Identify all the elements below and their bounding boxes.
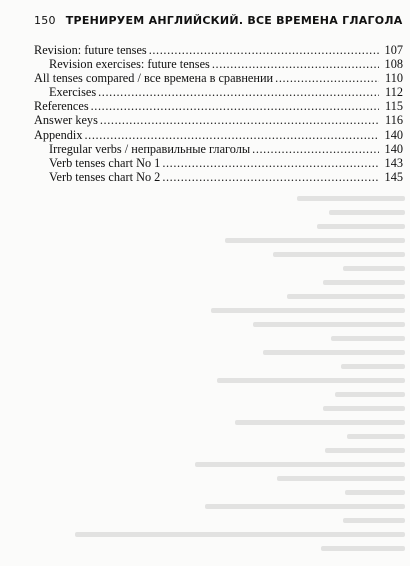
toc-dot-leader	[252, 142, 379, 154]
page-header	[34, 14, 403, 34]
show-through-line	[10, 232, 405, 246]
running-title: ТРЕНИРУЕМ АНГЛИЙСКИЙ. ВСЕ ВРЕМЕНА ГЛАГОЛА	[65, 14, 403, 27]
toc-entry	[34, 170, 403, 184]
toc-entry-title: Revision exercises: future tenses	[49, 57, 210, 72]
toc-entry-title: Revision: future tenses	[34, 43, 147, 57]
show-through-line	[10, 260, 405, 274]
show-through-line	[10, 400, 405, 414]
toc-dot-leader	[100, 113, 379, 125]
show-through-line	[10, 344, 405, 358]
toc-entry	[34, 85, 403, 99]
toc-entry-title: Appendix	[34, 127, 83, 142]
show-through-line	[10, 204, 405, 218]
toc-dot-leader	[149, 43, 379, 55]
show-through-line	[10, 302, 405, 316]
toc-entry	[34, 57, 403, 71]
toc-entry-title: Verb tenses chart No 1	[49, 155, 161, 170]
toc-dot-leader	[85, 128, 380, 140]
toc-dot-leader	[162, 156, 379, 168]
toc-entry-page: 140	[384, 127, 403, 142]
show-through-line	[10, 526, 405, 540]
toc-entry-title: Answer keys	[34, 113, 98, 128]
show-through-line	[10, 288, 405, 302]
toc-entry-title: Exercises	[49, 85, 97, 100]
toc-entry-page: 145	[384, 169, 403, 184]
show-through-line	[10, 456, 405, 470]
show-through-line	[10, 274, 405, 288]
toc-entry-title: All tenses compared / все времена в сравнении	[34, 71, 274, 86]
toc-entry-page: 107	[384, 43, 403, 57]
show-through-line	[10, 246, 405, 260]
toc-entry-page: 140	[384, 141, 403, 156]
show-through-line	[10, 470, 405, 484]
show-through-line	[10, 218, 405, 232]
show-through-line	[10, 442, 405, 456]
toc-entry-title: Verb tenses chart No 2	[49, 169, 161, 184]
show-through-line	[10, 414, 405, 428]
show-through-line	[10, 540, 405, 554]
show-through-line	[10, 484, 405, 498]
toc-entry	[34, 128, 403, 142]
show-through-line	[10, 190, 405, 204]
toc-entry	[34, 99, 403, 113]
show-through-line	[10, 386, 405, 400]
show-through-from-reverse-page	[10, 190, 405, 566]
show-through-line	[10, 316, 405, 330]
toc-entry	[34, 71, 403, 85]
toc-entry-page: 108	[384, 57, 403, 72]
toc-entry-page: 110	[385, 71, 403, 86]
toc-dot-leader	[212, 57, 379, 69]
toc-entry-title: Irregular verbs / неправильные глаголы	[49, 141, 251, 156]
toc-dot-leader	[98, 85, 379, 97]
show-through-line	[10, 358, 405, 372]
toc-dot-leader	[275, 71, 379, 83]
toc-entry-page: 116	[385, 113, 403, 128]
toc-entry-page: 112	[385, 85, 403, 100]
show-through-line	[10, 330, 405, 344]
toc-dot-leader	[162, 170, 379, 182]
table-of-contents	[34, 43, 403, 184]
show-through-line	[10, 372, 405, 386]
show-through-line	[10, 428, 405, 442]
toc-entry-page: 143	[384, 155, 403, 170]
toc-entry	[34, 156, 403, 170]
toc-entry-title: References	[34, 99, 89, 114]
toc-dot-leader	[91, 99, 379, 111]
show-through-line	[10, 498, 405, 512]
toc-entry-page: 115	[385, 99, 403, 114]
show-through-line	[10, 512, 405, 526]
toc-entry	[34, 142, 403, 156]
toc-entry	[34, 113, 403, 127]
toc-entry	[34, 43, 403, 57]
page-number: 150	[34, 14, 56, 27]
